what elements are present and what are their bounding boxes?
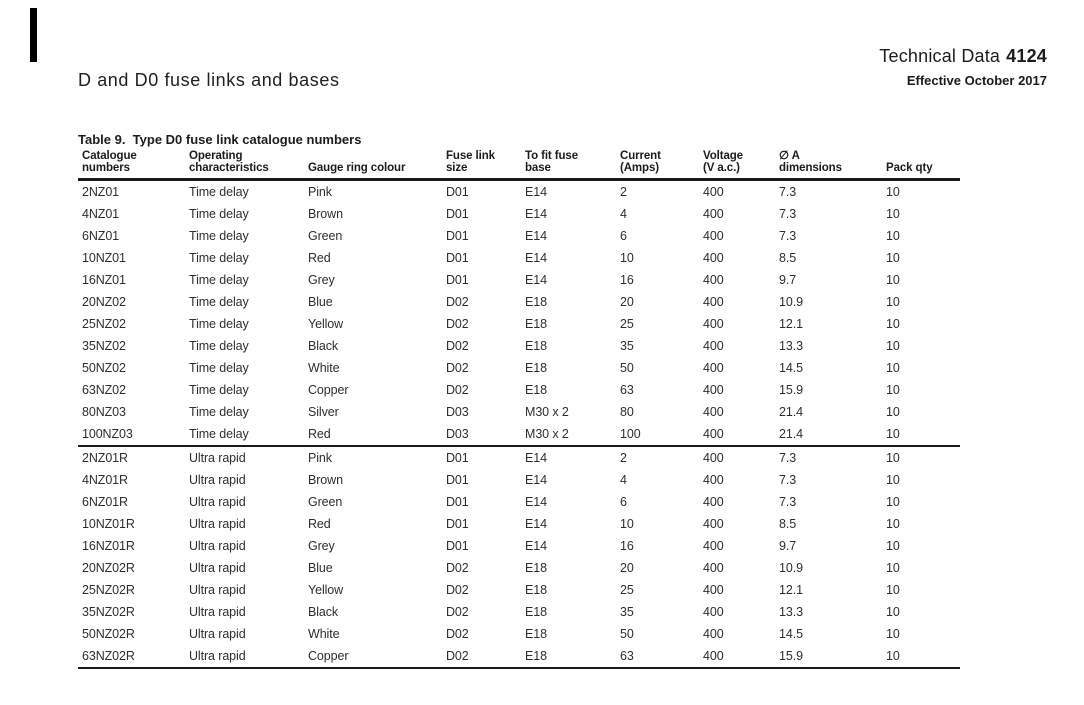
table-cell: 50NZ02R [82, 627, 135, 641]
table-cell: 35NZ02R [82, 605, 135, 619]
table-cell: 12.1 [779, 583, 803, 597]
table-cell: 15.9 [779, 383, 803, 397]
table-cell: 400 [703, 561, 724, 575]
table-cell: 7.3 [779, 446, 886, 469]
table-cell: 10 [886, 361, 900, 375]
table-cell: 400 [703, 295, 724, 309]
column-header [620, 150, 703, 180]
table-cell: 400 [703, 229, 724, 243]
table-cell: 21.4 [779, 405, 803, 419]
table-cell: 9.7 [779, 273, 797, 287]
table-caption: Table 9. Type D0 fuse link catalogue numbers [78, 132, 362, 147]
catalogue-table [78, 150, 960, 669]
table-cell: 400 [703, 473, 724, 487]
table-cell: D02 [446, 561, 469, 575]
table-row [78, 535, 960, 557]
table-cell: E18 [525, 645, 620, 668]
table-cell: 80 [620, 405, 634, 419]
table-cell: 7.3 [779, 229, 797, 243]
print-registration-mark [30, 8, 37, 62]
table-cell: 25 [620, 583, 634, 597]
table-cell: Ultra rapid [189, 495, 246, 509]
table-cell: Pink [308, 185, 332, 199]
table-cell: 10 [886, 473, 900, 487]
doc-header [879, 46, 1047, 88]
table-row [78, 357, 960, 379]
table-cell: White [308, 627, 340, 641]
table-cell: E14 [525, 185, 547, 199]
table-cell: 100 [620, 427, 641, 441]
table-row [78, 401, 960, 423]
table-cell: D03 [446, 427, 469, 441]
table-cell: 400 [703, 251, 724, 265]
table-cell: Ultra rapid [189, 583, 246, 597]
table-row [78, 379, 960, 401]
table-cell: D02 [446, 583, 469, 597]
table-cell: 10 [886, 627, 900, 641]
table-cell: 25NZ02 [82, 317, 126, 331]
table-cell: 12.1 [779, 317, 803, 331]
table-cell: D01 [446, 517, 469, 531]
table-cell: 16NZ01R [82, 539, 135, 553]
table-row [78, 469, 960, 491]
table-cell: 50NZ02 [82, 361, 126, 375]
table-cell: 400 [703, 207, 724, 221]
table-cell: Ultra rapid [189, 561, 246, 575]
table-cell: E18 [525, 317, 547, 331]
table-cell: D01 [446, 495, 469, 509]
table-cell: 6NZ01 [82, 229, 120, 243]
table-body [78, 180, 960, 669]
table-cell: Time delay [189, 383, 249, 397]
table-cell: 7.3 [779, 185, 797, 199]
table-cell: M30 x 2 [525, 427, 569, 441]
table-cell: 10 [620, 517, 634, 531]
table-cell: E14 [525, 207, 547, 221]
table-cell: 2NZ01 [82, 185, 120, 199]
table-cell: Time delay [189, 295, 249, 309]
table-cell: 14.5 [779, 361, 803, 375]
table-cell: 20 [620, 295, 634, 309]
table-cell: 50 [620, 627, 634, 641]
column-header-line2: (V a.c.) [703, 162, 740, 174]
table-cell: 100NZ03 [82, 427, 133, 441]
table-cell: 10 [886, 583, 900, 597]
table-cell: 10NZ01 [82, 251, 126, 265]
table-cell: 35NZ02 [82, 339, 126, 353]
column-header [886, 150, 960, 180]
table-cell: 25NZ02R [82, 583, 135, 597]
column-header [525, 150, 620, 180]
table-cell: 16 [620, 273, 634, 287]
table-cell: Ultra rapid [189, 517, 246, 531]
table-cell: 10 [886, 273, 900, 287]
table-cell: 7.3 [779, 495, 797, 509]
table-cell: D01 [446, 273, 469, 287]
table-row [78, 423, 960, 446]
table-cell: Yellow [308, 317, 344, 331]
table-cell: 10NZ01R [82, 517, 135, 531]
table-cell: 400 [703, 495, 724, 509]
table-cell: 20 [620, 561, 634, 575]
table-cell: 4 [620, 207, 627, 221]
table-cell: D01 [446, 251, 469, 265]
table-cell: 400 [703, 539, 724, 553]
table-cell: D01 [446, 539, 469, 553]
table-cell: Red [308, 517, 331, 531]
table-cell: Time delay [189, 427, 249, 441]
table-cell: 6NZ01R [82, 495, 128, 509]
table-cell: 10 [886, 427, 900, 441]
table-cell: 10 [886, 317, 900, 331]
table-cell: 400 [703, 446, 779, 469]
table-cell: D02 [446, 339, 469, 353]
column-header-line1: Operating [189, 150, 243, 162]
column-header [308, 150, 446, 180]
column-header-line2: Gauge ring colour [308, 162, 406, 174]
table-cell: E18 [525, 361, 547, 375]
table-cell: Brown [308, 207, 343, 221]
table-cell: Green [308, 229, 343, 243]
table-cell: D01 [446, 207, 469, 221]
table-cell: E18 [525, 561, 547, 575]
table-cell: 7.3 [779, 473, 797, 487]
table-cell: 400 [703, 427, 724, 441]
table-cell: Time delay [189, 317, 249, 331]
table-cell: Copper [308, 383, 349, 397]
table-cell: 8.5 [779, 251, 797, 265]
table-row [78, 446, 960, 469]
table-cell: 25 [620, 317, 634, 331]
table-cell: Grey [308, 273, 335, 287]
table-row [78, 513, 960, 535]
table-cell: E18 [525, 605, 547, 619]
table-cell: 10 [886, 517, 900, 531]
table-cell: 400 [703, 645, 779, 668]
table-cell: 21.4 [779, 427, 803, 441]
table-cell: 400 [703, 383, 724, 397]
table-cell: D02 [446, 605, 469, 619]
table-row [78, 601, 960, 623]
column-header-line2: Pack qty [886, 162, 933, 174]
table-cell: 35 [620, 339, 634, 353]
table-cell: 10 [886, 495, 900, 509]
table-row [78, 203, 960, 225]
table-cell: Pink [308, 446, 446, 469]
table-cell: 10 [886, 561, 900, 575]
table-cell: 20NZ02R [82, 561, 135, 575]
table-cell: D02 [446, 627, 469, 641]
table-row [78, 247, 960, 269]
table-cell: M30 x 2 [525, 405, 569, 419]
table-cell: Black [308, 605, 339, 619]
table-cell: Black [308, 339, 339, 353]
table-row [78, 269, 960, 291]
column-header-line2: numbers [82, 162, 130, 174]
table-cell: D02 [446, 645, 525, 668]
table-row [78, 645, 960, 668]
table-cell: Blue [308, 561, 333, 575]
table-row [78, 291, 960, 313]
table-cell: Ultra rapid [189, 446, 308, 469]
table-cell: 63NZ02R [78, 645, 189, 668]
table-cell: D02 [446, 317, 469, 331]
table-cell: Time delay [189, 273, 249, 287]
doc-header-line [879, 46, 1047, 67]
table-cell: 7.3 [779, 207, 797, 221]
column-header-line1: Voltage [703, 150, 743, 162]
column-header-line2: size [446, 162, 468, 174]
table-cell: E18 [525, 383, 547, 397]
table-cell: Green [308, 495, 343, 509]
table-cell: 400 [703, 339, 724, 353]
table-cell: Ultra rapid [189, 473, 246, 487]
table-head [78, 150, 960, 180]
table-cell: E14 [525, 495, 547, 509]
table-cell: 400 [703, 627, 724, 641]
column-header-line1: Current [620, 150, 661, 162]
table-cell: 15.9 [779, 645, 886, 668]
table-cell: 2NZ01R [78, 446, 189, 469]
table-cell: E14 [525, 446, 620, 469]
table-cell: 10 [620, 251, 634, 265]
table-cell: 10 [886, 339, 900, 353]
table-cell: 400 [703, 185, 724, 199]
table-cell: Copper [308, 645, 446, 668]
table-row [78, 180, 960, 204]
table-cell: 13.3 [779, 339, 803, 353]
table-cell: 10 [886, 295, 900, 309]
column-header-line1: ∅ A [779, 150, 800, 162]
table-cell: 63 [620, 645, 703, 668]
table-cell: E14 [525, 539, 547, 553]
table-cell: Red [308, 251, 331, 265]
page-title: D and D0 fuse links and bases [78, 70, 340, 90]
table-cell: 4NZ01 [82, 207, 120, 221]
table-cell: 16 [620, 539, 634, 553]
table-cell: D01 [446, 229, 469, 243]
table-cell: 4NZ01R [82, 473, 128, 487]
table-cell: D02 [446, 361, 469, 375]
table-cell: 20NZ02 [82, 295, 126, 309]
table-cell: Brown [308, 473, 343, 487]
column-header-row [78, 150, 960, 180]
table-row [78, 313, 960, 335]
column-header-line2: characteristics [189, 162, 269, 174]
table-cell: D01 [446, 473, 469, 487]
doc-number: 4124 [1006, 46, 1047, 66]
table-cell: 10 [886, 539, 900, 553]
table-cell: 10 [886, 605, 900, 619]
table-cell: 2 [620, 185, 627, 199]
table-cell: 2 [620, 446, 703, 469]
table-row [78, 491, 960, 513]
table-cell: 400 [703, 361, 724, 375]
table-cell: 63NZ02 [82, 383, 126, 397]
column-header [703, 150, 779, 180]
table-cell: E14 [525, 229, 547, 243]
column-header-line1: To fit fuse [525, 150, 578, 162]
table-cell: 9.7 [779, 539, 797, 553]
table-cell: E18 [525, 627, 547, 641]
table-cell: E14 [525, 517, 547, 531]
table-cell: 400 [703, 583, 724, 597]
column-header [189, 150, 308, 180]
table-cell: D01 [446, 185, 469, 199]
column-header-line1: Fuse link [446, 150, 495, 162]
column-header-line2: dimensions [779, 162, 842, 174]
table-cell: E14 [525, 473, 547, 487]
table-row [78, 579, 960, 601]
table-row [78, 335, 960, 357]
table-cell: 13.3 [779, 605, 803, 619]
table-cell: 80NZ03 [82, 405, 126, 419]
table-cell: Grey [308, 539, 335, 553]
table-cell: 10 [886, 207, 900, 221]
doc-type-label: Technical Data [879, 46, 1001, 66]
table-cell: E18 [525, 339, 547, 353]
column-header-line2: (Amps) [620, 162, 660, 174]
table-row [78, 225, 960, 247]
table-cell: Time delay [189, 361, 249, 375]
table-cell: 10 [886, 645, 960, 668]
table-cell: E18 [525, 583, 547, 597]
table-cell: Time delay [189, 405, 249, 419]
table-cell: 10 [886, 229, 900, 243]
table-cell: 10.9 [779, 561, 803, 575]
table-row [78, 557, 960, 579]
table-row [78, 623, 960, 645]
table-cell: 10 [886, 251, 900, 265]
table-cell: 400 [703, 317, 724, 331]
table-cell: 6 [620, 229, 627, 243]
table-cell: White [308, 361, 340, 375]
table-cell: Time delay [189, 229, 249, 243]
table-cell: 16NZ01 [82, 273, 126, 287]
table-cell: 63 [620, 383, 634, 397]
table-cell: E18 [525, 295, 547, 309]
table-cell: 10 [886, 383, 900, 397]
table-cell: E14 [525, 273, 547, 287]
table-cell: 400 [703, 517, 724, 531]
table-cell: Ultra rapid [189, 627, 246, 641]
table-cell: Time delay [189, 251, 249, 265]
table-cell: Ultra rapid [189, 645, 308, 668]
table-cell: 14.5 [779, 627, 803, 641]
table-cell: 400 [703, 273, 724, 287]
table-cell: 10 [886, 405, 900, 419]
table-cell: Red [308, 427, 331, 441]
table-cell: Ultra rapid [189, 539, 246, 553]
table-cell: 8.5 [779, 517, 797, 531]
column-header [78, 150, 189, 180]
table-cell: D01 [446, 446, 525, 469]
table-cell: D02 [446, 295, 469, 309]
column-header-line1: Catalogue [82, 150, 137, 162]
table-cell: Time delay [189, 207, 249, 221]
table-cell: Silver [308, 405, 339, 419]
table-cell: 10 [886, 185, 900, 199]
table-cell: 50 [620, 361, 634, 375]
table-cell: 10 [886, 446, 960, 469]
table-cell: 6 [620, 495, 627, 509]
table-cell: E14 [525, 251, 547, 265]
column-header-line2: base [525, 162, 551, 174]
table-cell: Yellow [308, 583, 344, 597]
table-cell: Ultra rapid [189, 605, 246, 619]
doc-effective-date: Effective October 2017 [906, 73, 1047, 88]
table-cell: D03 [446, 405, 469, 419]
column-header [779, 150, 886, 180]
table-cell: 10.9 [779, 295, 803, 309]
table-cell: 400 [703, 405, 724, 419]
column-header [446, 150, 525, 180]
table-cell: Blue [308, 295, 333, 309]
table-cell: 400 [703, 605, 724, 619]
table-cell: 4 [620, 473, 627, 487]
table-cell: 35 [620, 605, 634, 619]
table-cell: Time delay [189, 339, 249, 353]
table-cell: D02 [446, 383, 469, 397]
table-cell: Time delay [189, 185, 249, 199]
